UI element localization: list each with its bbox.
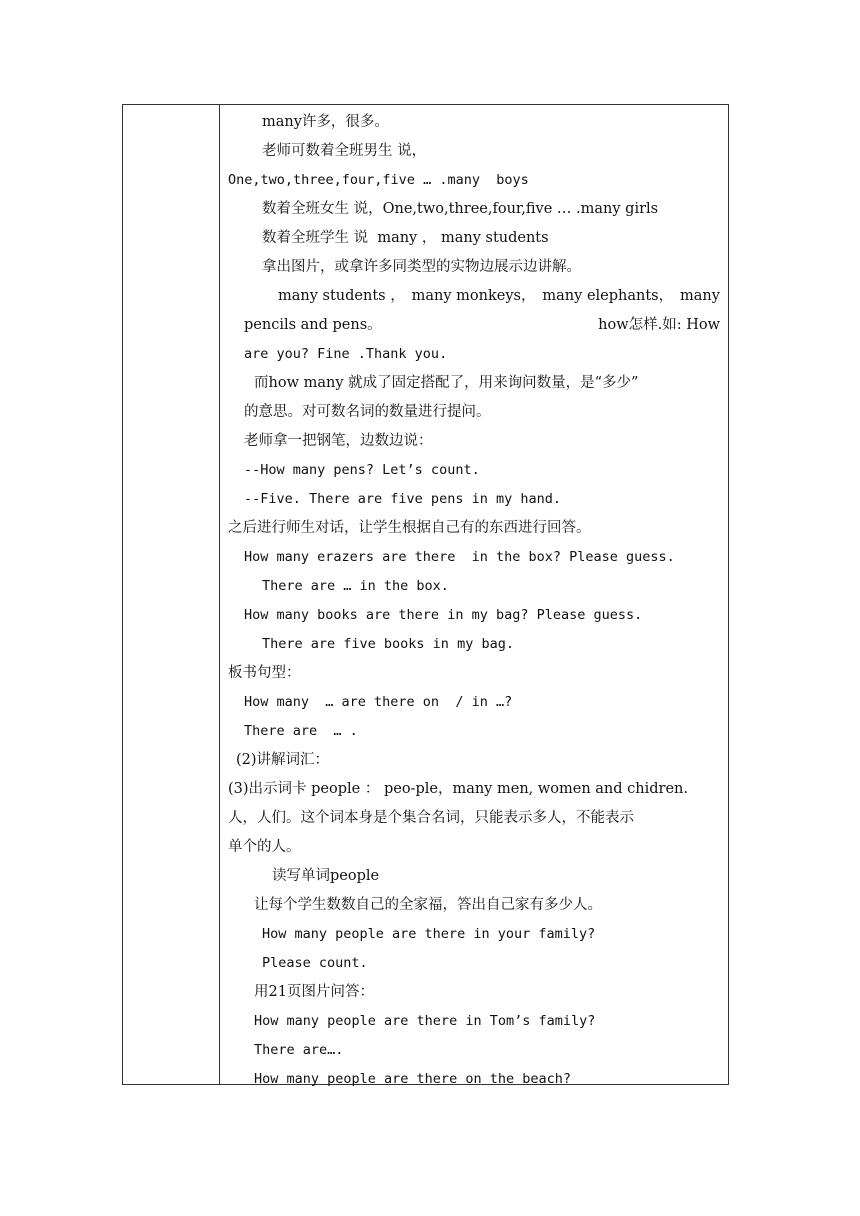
text-line	[244, 286, 720, 306]
text-segment: many students ，	[278, 288, 405, 304]
text-line: 老师拿一把钢笔，边数边说：	[244, 433, 433, 449]
text-segment: many monkeys，	[411, 288, 536, 304]
text-line: There are … in the box.	[262, 578, 449, 594]
text-line: --How many pens? Let’s count.	[244, 462, 480, 478]
text-line: 老师可数着全班男生 说，	[262, 143, 427, 159]
text-segment: many	[680, 288, 720, 304]
text-line: 之后进行师生对话，让学生根据自己有的东西进行回答。	[228, 520, 591, 536]
text-line: Please count.	[262, 955, 368, 971]
text-line: How many erazers are there in the box? Please guess.	[244, 549, 675, 565]
text-line: One,two,three,four,five … .many boys	[228, 172, 529, 188]
text-line: --Five. There are five pens in my hand.	[244, 491, 561, 507]
text-line: How many people are there in Tom’s family?	[254, 1013, 596, 1029]
text-line: many许多，很多。	[262, 114, 389, 130]
text-line: 的意思。对可数名词的数量进行提问。	[244, 404, 491, 420]
text-line: How many people are there on the beach?	[254, 1071, 571, 1087]
text-line: How many books are there in my bag? Please guess.	[244, 607, 643, 623]
text-line: 数着全班学生 说 many ， many students	[262, 230, 549, 246]
text-segment: how怎样.如: How	[598, 317, 720, 333]
text-line: (2)讲解词汇：	[236, 752, 330, 768]
text-line: 拿出图片，或拿许多同类型的实物边展示边讲解。	[262, 259, 581, 275]
text-line: 人，人们。这个词本身是个集合名词，只能表示多人，不能表示	[228, 810, 634, 826]
text-line: There are … .	[244, 723, 358, 739]
text-line: How many people are there in your family?	[262, 926, 596, 942]
text-line: 数着全班女生 说，One,two,three,four,five … .many girls	[262, 201, 659, 217]
text-line: 读写单词people	[272, 868, 380, 884]
text-line	[244, 315, 720, 335]
left-column-cell	[123, 105, 220, 1084]
text-line: 而how many 就成了固定搭配了，用来询问数量，是“多少”	[254, 375, 639, 391]
text-line: (3)出示词卡 people ： peo-ple，many men, women and chidren.	[228, 781, 689, 797]
text-line: 让每个学生数数自己的全家福，答出自己家有多少人。	[254, 897, 602, 913]
text-line: are you? Fine .Thank you.	[244, 346, 448, 362]
text-segment: many elephants，	[542, 288, 674, 304]
text-line: There are five books in my bag.	[262, 636, 514, 652]
text-line: There are….	[254, 1042, 344, 1058]
text-line: 板书句型：	[228, 665, 301, 681]
text-segment: pencils and pens。	[244, 317, 382, 333]
text-line: How many … are there on / in …?	[244, 694, 513, 710]
text-line: 用21页图片问答：	[254, 984, 374, 1000]
text-line: 单个的人。	[228, 839, 301, 855]
